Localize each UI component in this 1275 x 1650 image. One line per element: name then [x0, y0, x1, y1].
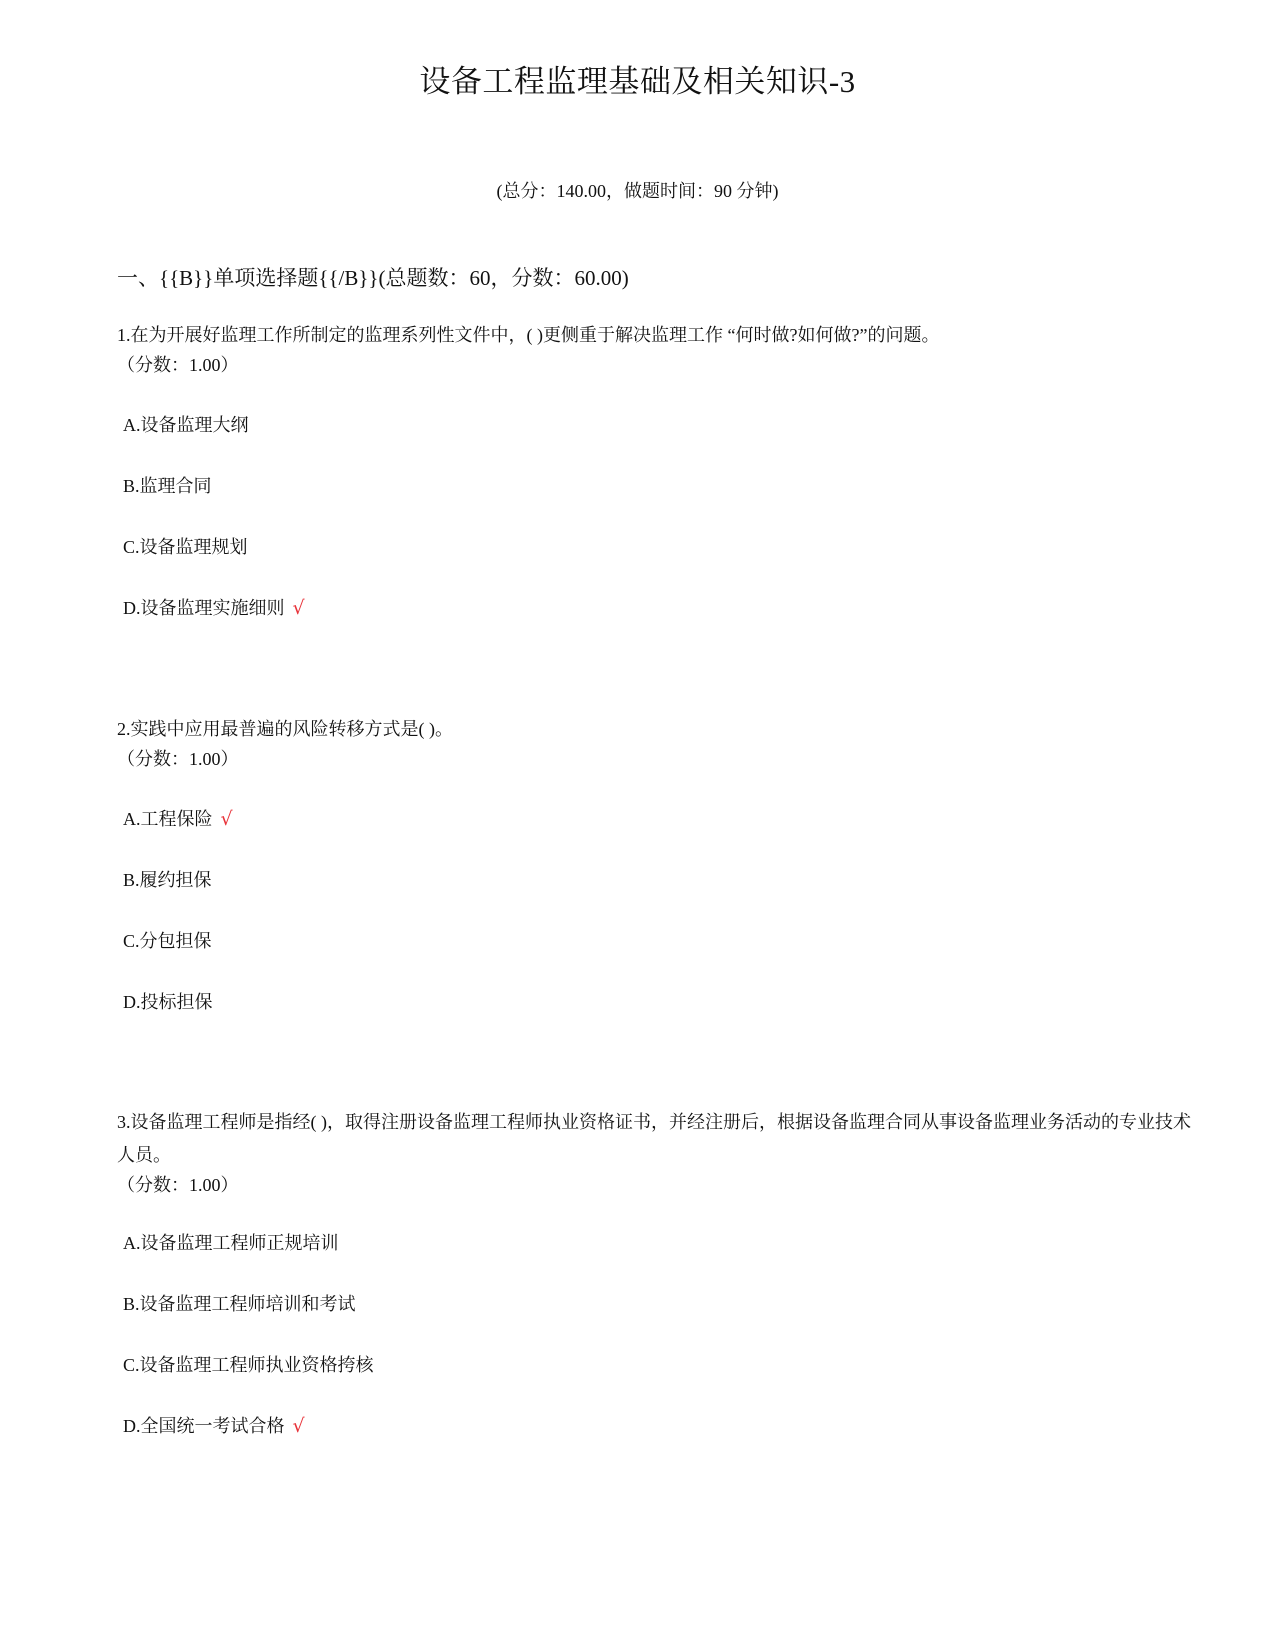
option-d[interactable] — [123, 595, 305, 621]
correct-check-icon: √ — [292, 597, 305, 619]
option-label: C.设备监理工程师执业资格挎核 — [123, 1355, 374, 1375]
correct-check-icon: √ — [220, 808, 233, 830]
option-b[interactable] — [123, 473, 212, 499]
option-label: B.履约担保 — [123, 870, 212, 890]
option-b[interactable] — [123, 867, 212, 893]
option-label: C.分包担保 — [123, 931, 212, 951]
question-score: （分数：1.00） — [117, 749, 239, 769]
question-stem: 1.在为开展好监理工作所制定的监理系列性文件中，( )更侧重于解决监理工作 “何时做?如何做?”的问题。 — [117, 325, 940, 345]
question-stem: 3.设备监理工程师是指经( )，取得注册设备监理工程师执业资格证书，并经注册后，根据设备监理合同从事设备监理业务活动的专业技术人员。 — [117, 1112, 1191, 1165]
section-heading: 一、{{B}}单项选择题{{/B}}(总题数：60，分数：60.00) — [117, 266, 629, 290]
question-stem: 2.实践中应用最普遍的风险转移方式是( )。 — [117, 719, 453, 739]
question-2 — [117, 713, 1202, 1012]
option-label: B.监理合同 — [123, 476, 212, 496]
option-label: B.设备监理工程师培训和考试 — [123, 1294, 356, 1314]
option-a[interactable] — [123, 412, 249, 438]
question-1 — [117, 319, 1202, 619]
question-score: （分数：1.00） — [117, 355, 239, 375]
option-label: A.工程保险 — [123, 809, 213, 829]
option-label: D.全国统一考试合格 — [123, 1416, 285, 1436]
question-3 — [117, 1106, 1202, 1437]
option-label: D.设备监理实施细则 — [123, 598, 285, 618]
option-c[interactable] — [123, 534, 248, 560]
option-label: A.设备监理工程师正规培训 — [123, 1233, 339, 1253]
document-title: 设备工程监理基础及相关知识-3 — [419, 64, 856, 99]
question-score: （分数：1.00） — [117, 1175, 239, 1195]
option-c[interactable] — [123, 1352, 374, 1378]
correct-check-icon: √ — [292, 1415, 305, 1437]
option-a[interactable] — [123, 1230, 339, 1256]
option-d[interactable] — [123, 1413, 305, 1439]
option-d[interactable] — [123, 989, 213, 1015]
option-label: A.设备监理大纲 — [123, 415, 249, 435]
option-label: C.设备监理规划 — [123, 537, 248, 557]
option-b[interactable] — [123, 1291, 356, 1317]
option-label: D.投标担保 — [123, 992, 213, 1012]
option-c[interactable] — [123, 928, 212, 954]
option-a[interactable] — [123, 806, 233, 832]
document-subtitle: (总分：140.00，做题时间：90 分钟) — [496, 181, 779, 201]
